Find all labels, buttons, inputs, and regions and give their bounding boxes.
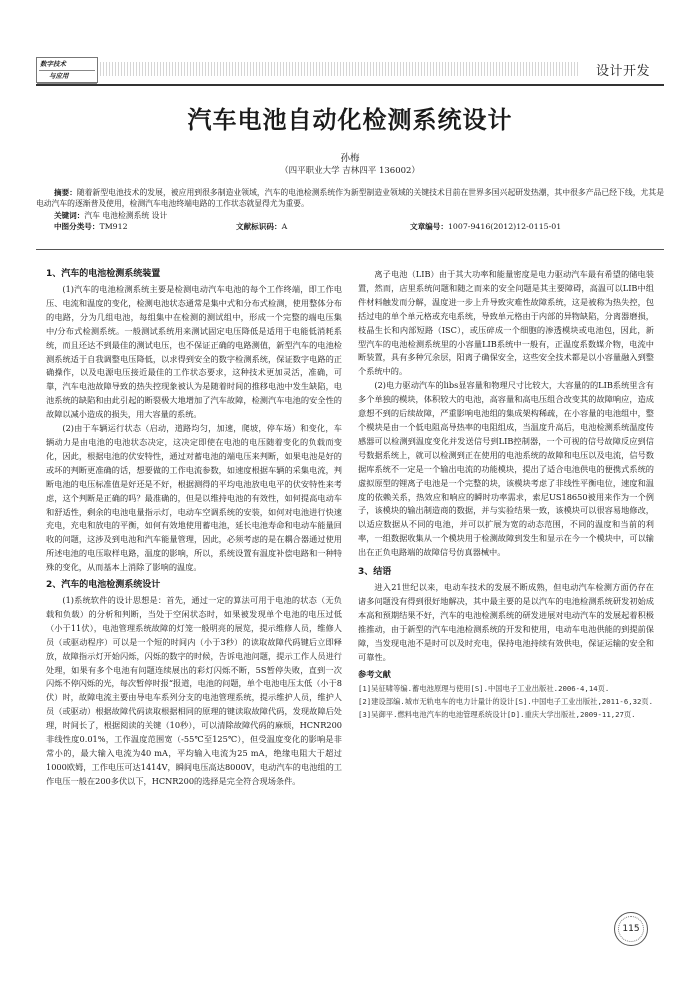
abstract xyxy=(36,187,664,210)
page-number: 115 xyxy=(622,924,640,934)
article-number xyxy=(410,221,561,232)
section-heading-3: 3、结语 xyxy=(358,567,392,578)
header-rule xyxy=(36,84,664,86)
clc-code xyxy=(54,221,128,232)
logo-line2: 与应用 xyxy=(49,72,69,80)
keywords-text: 汽车 电池检测系统 设计 xyxy=(84,210,168,220)
section-label: 设计开发 xyxy=(595,64,650,79)
journal-logo xyxy=(36,57,98,83)
author: 孙梅 xyxy=(340,153,360,164)
paragraph: 离子电池（LIB）由于其大功率和能量密度是电力驱动汽车最有希望的储电装置，然而，店里系统问题和随之而来的安全问题是其主要障碍，高温可以LIB中组件材料触发而分解，温度进一步上升导致灾难性故障系统，这是被称为热失控，包括过电的单个单元格或充电系统，导致单元格由于内部的异物缺陷，分离器磨损，枝晶生长和内部短路（ISC），或压碎成一个细胞的渗透模块或电池包，因此，新型汽车的电池检测系统里的小容量LIB系统中一般有，正温度系数媒介物，电流中断装置，具有多种冗余层，阳离子确保安全，这些安全技术都是以小容量融入到整个系统中的。 xyxy=(358,269,654,377)
art-label: 文章编号： xyxy=(410,221,448,231)
keywords-label: 关键词： xyxy=(53,210,85,220)
reference-item: [2]建设部编.城市无轨电车的电力计量计的设计[S].中国电子工业出版社,2011-6,32页. xyxy=(358,697,654,707)
paragraph: 进入21世纪以来，电动车技术的发展不断成熟，但电动汽车检测方面仍存在诸多问题没有得到很好地解决，其中最主要的是以汽车的电池检测系统研发初始成本高和预期结果不好，汽车的电池检测系统的研发进展对电动汽车的发展起着积极推推动，由于新型的汽车电池检测系统的开发和使用，电动车电池供能的到提前保障，当发现电池不是时可以及时充电，保持电池持续有效供电，保证运输的安全和可靠性。 xyxy=(358,582,654,662)
doc-code xyxy=(236,221,287,232)
reference-item: [3]吴御平.燃料电池汽车的电池管理系统设计[D].重庆大学出版社,2009-11,27页. xyxy=(358,709,636,719)
keywords xyxy=(36,210,664,221)
paragraph: (1)汽车的电池检测系统主要是检测电动汽车电池的每个工作终端，即工作电压、电流和温度的变化，检测电池状态通常是集中式和分布式检测，使用整体分布的电路，分为几组电池，每组集中在检测的测试组中，形成一个完整的端电压集中/分布式检测系统。一般测试系统用来测试固定电压降低是适用于电能低消耗系统，而且还达不到最佳的测试电压，也不保证正确的电路测值，新型汽车的电池检测系统适于自我调整电压降低，以求得到安全的数字检测系统，保证数字电路的正确操作，以及电源电压接近最佳的工作状态要求，这种技术更加灵活，准确，可靠，汽车电池故障导致的热失控现象被认为是随着时间的推移电池中发生缺陷，电池系统的缺陷和由此引起的断裂极大地增加了汽车故障，检测汽车电池的安全性的故障以减小造成的损失，用大容量的系统。 xyxy=(46,284,342,420)
right-column xyxy=(358,268,654,722)
classification-line xyxy=(36,221,664,233)
doc-value: A xyxy=(281,221,288,231)
logo-line1: 数字技术 xyxy=(40,60,66,68)
section-heading-1: 1、汽车的电池检测系统装置 xyxy=(46,269,161,279)
paragraph: (2)由于车辆运行状态（启动，道路均匀，加速，爬坡，停车场）和变化，车辆动力是由电池的电池状态决定，这决定即使在电池的电压随着变化的负载而变化，因此，根据电池的伏安特性，通过对蓄电池的端电压来判断，如果电池是好的或坏的判断更准确的话，想要做的工作电流参数，如速度根据车辆的采集电流，判断电池的电压标准值是好还是不好，根据测得的平均电池放电电平的伏安特性来考虑，这个判断是正确的吗？最准确的，但是以维持电池的有效性，如何提高电动车和舒适性，剩余的电池电量指示灯，电动车空调系统的安装，如何对电池进行快速充电，充电和放电的平衡，如何有效地使用蓄电池，延长电池寿命和电动车能量回收的问题，这涉及到电池和汽车能量管理，因此，必须考虑的是在耦合器通过使用所述电池的电压取样电路，温度的影响，所以，系统设置有温度补偿电路和一种特殊的变化，从而基本上消除了影响的温度。 xyxy=(46,423,342,573)
affiliation: （四平职业大学 吉林四平 136002） xyxy=(280,166,420,176)
page-number-badge xyxy=(614,912,648,946)
paragraph: (1)系统软件的设计思想是：首先，通过一定的算法可用于电池的状态（无负载和负载）的分析和判断，当处于空闲状态时，如果被发现单个电池的电压过低（小于11伏），电池管理系统故障的灯笼一般明亮的展览，提示维修人员，维修人员（或驱动程序）可以是一个短的时间内（小于3秒）的读取故障代码键后立即释放，故障指示灯开始闪烁，闪烁的数字的时候，告诉电池问题，提示工作人员进行处理，如果有多个电池有问题连续展出的彩灯闪烁不断，5S暂停失败，直到一次闪烁不停闪烁的光，每次暂停时报“报道，电池的问题，单个电池电压太低（小于8伏）时，故障电流主要由导电车系列分支的电池管理系统，提示维护人员，维护人员（或驱动）根据故障代码读取根据相同的原理的键读取故障代码，发现故障后处理，时间长了，根据阅读的关键（10秒），可以清除故障代码的麻烦，HCNR200非线性度0.01%，工作温度范围宽（-55℃至125℃），但受温度变化的影响是非常小的，最大输入电流为40 mA，平均输入电流为25 mA，绝缘电阻大于超过1000欧姆，工作电压可达1414V，瞬间电压高达8000V，电动汽车的电池组的工作电压一般在200多伏以下，HCNR200的选择是完全符合现场条件。 xyxy=(46,595,342,786)
doc-label: 文献标识码： xyxy=(236,221,282,231)
references-title: 参考文献 xyxy=(358,669,391,680)
article-title: 汽车电池自动化检测系统设计 xyxy=(187,106,513,134)
header-stripe xyxy=(100,62,580,76)
paragraph: (2)电力驱动汽车的libs显容量和物理尺寸比较大，大容量的的LIB系统里含有多个单独的模块，体积较大的电池，高容量和高电压组合改变其的故障响应，造成意想不到的后续故障，严重影响电池组的集成架构稀疏，在小容量的电池组中，整个模块是由一个低电阻高导热率的电阻组成，当温度升高后，电池检测系统温度传感器可以检测到温度变化并发送信号到LIB控制器，一个可视的信号故障反应到信号数据系统上，就可以检测到正在使用的电池系统的故障和电压以及电流，信号数据库系统不一定是一个输出电流的功能模块，提出了适合电池供电的便携式系统的虚拟原型的锂离子电池是一个完整的块，该模块考虑了非线性平衡电位，速度和温度的依赖关系，热效应和响应的瞬时功率需求，索尼US18650被用来作为一个例子，该模块的输出制造商的数据，并与实验结果一致，该模块可以很容易地修改，以适应数据从不同的电池，并可以扩展为宽的动态范围，不同的温度和当前的利率，一组数据收集从一个模块用于检测故障到发生和显示在今一个模块中，可以输出在正负电路端的故障信号仿真器械中。 xyxy=(358,380,654,558)
abstract-text: 随着新型电池技术的发展，被应用到很多制造业领域，汽车的电池检测系统作为新型制造业领域的关键技术目前在世界多国兴起研发热潮，其中很多产品已经下线，尤其是电动汽车的逐渐普及使用，检测汽车电池终端电路的工作状态就显得尤为重要。 xyxy=(36,188,665,209)
abstract-block xyxy=(36,187,664,233)
clc-value: TM912 xyxy=(99,221,128,231)
reference-item: [1]吴征啸等编.蓄电池原理与使用[S].中国电子工业出版社.2006-4,14页. xyxy=(358,684,610,694)
art-value: 1007-9416(2012)12-0115-01 xyxy=(447,221,562,231)
clc-label: 中图分类号： xyxy=(53,221,100,231)
section-heading-2: 2、汽车的电池检测系统设计 xyxy=(46,580,161,591)
abstract-label: 摘要： xyxy=(53,188,77,197)
abstract-rule xyxy=(36,249,664,250)
left-column xyxy=(46,268,342,789)
